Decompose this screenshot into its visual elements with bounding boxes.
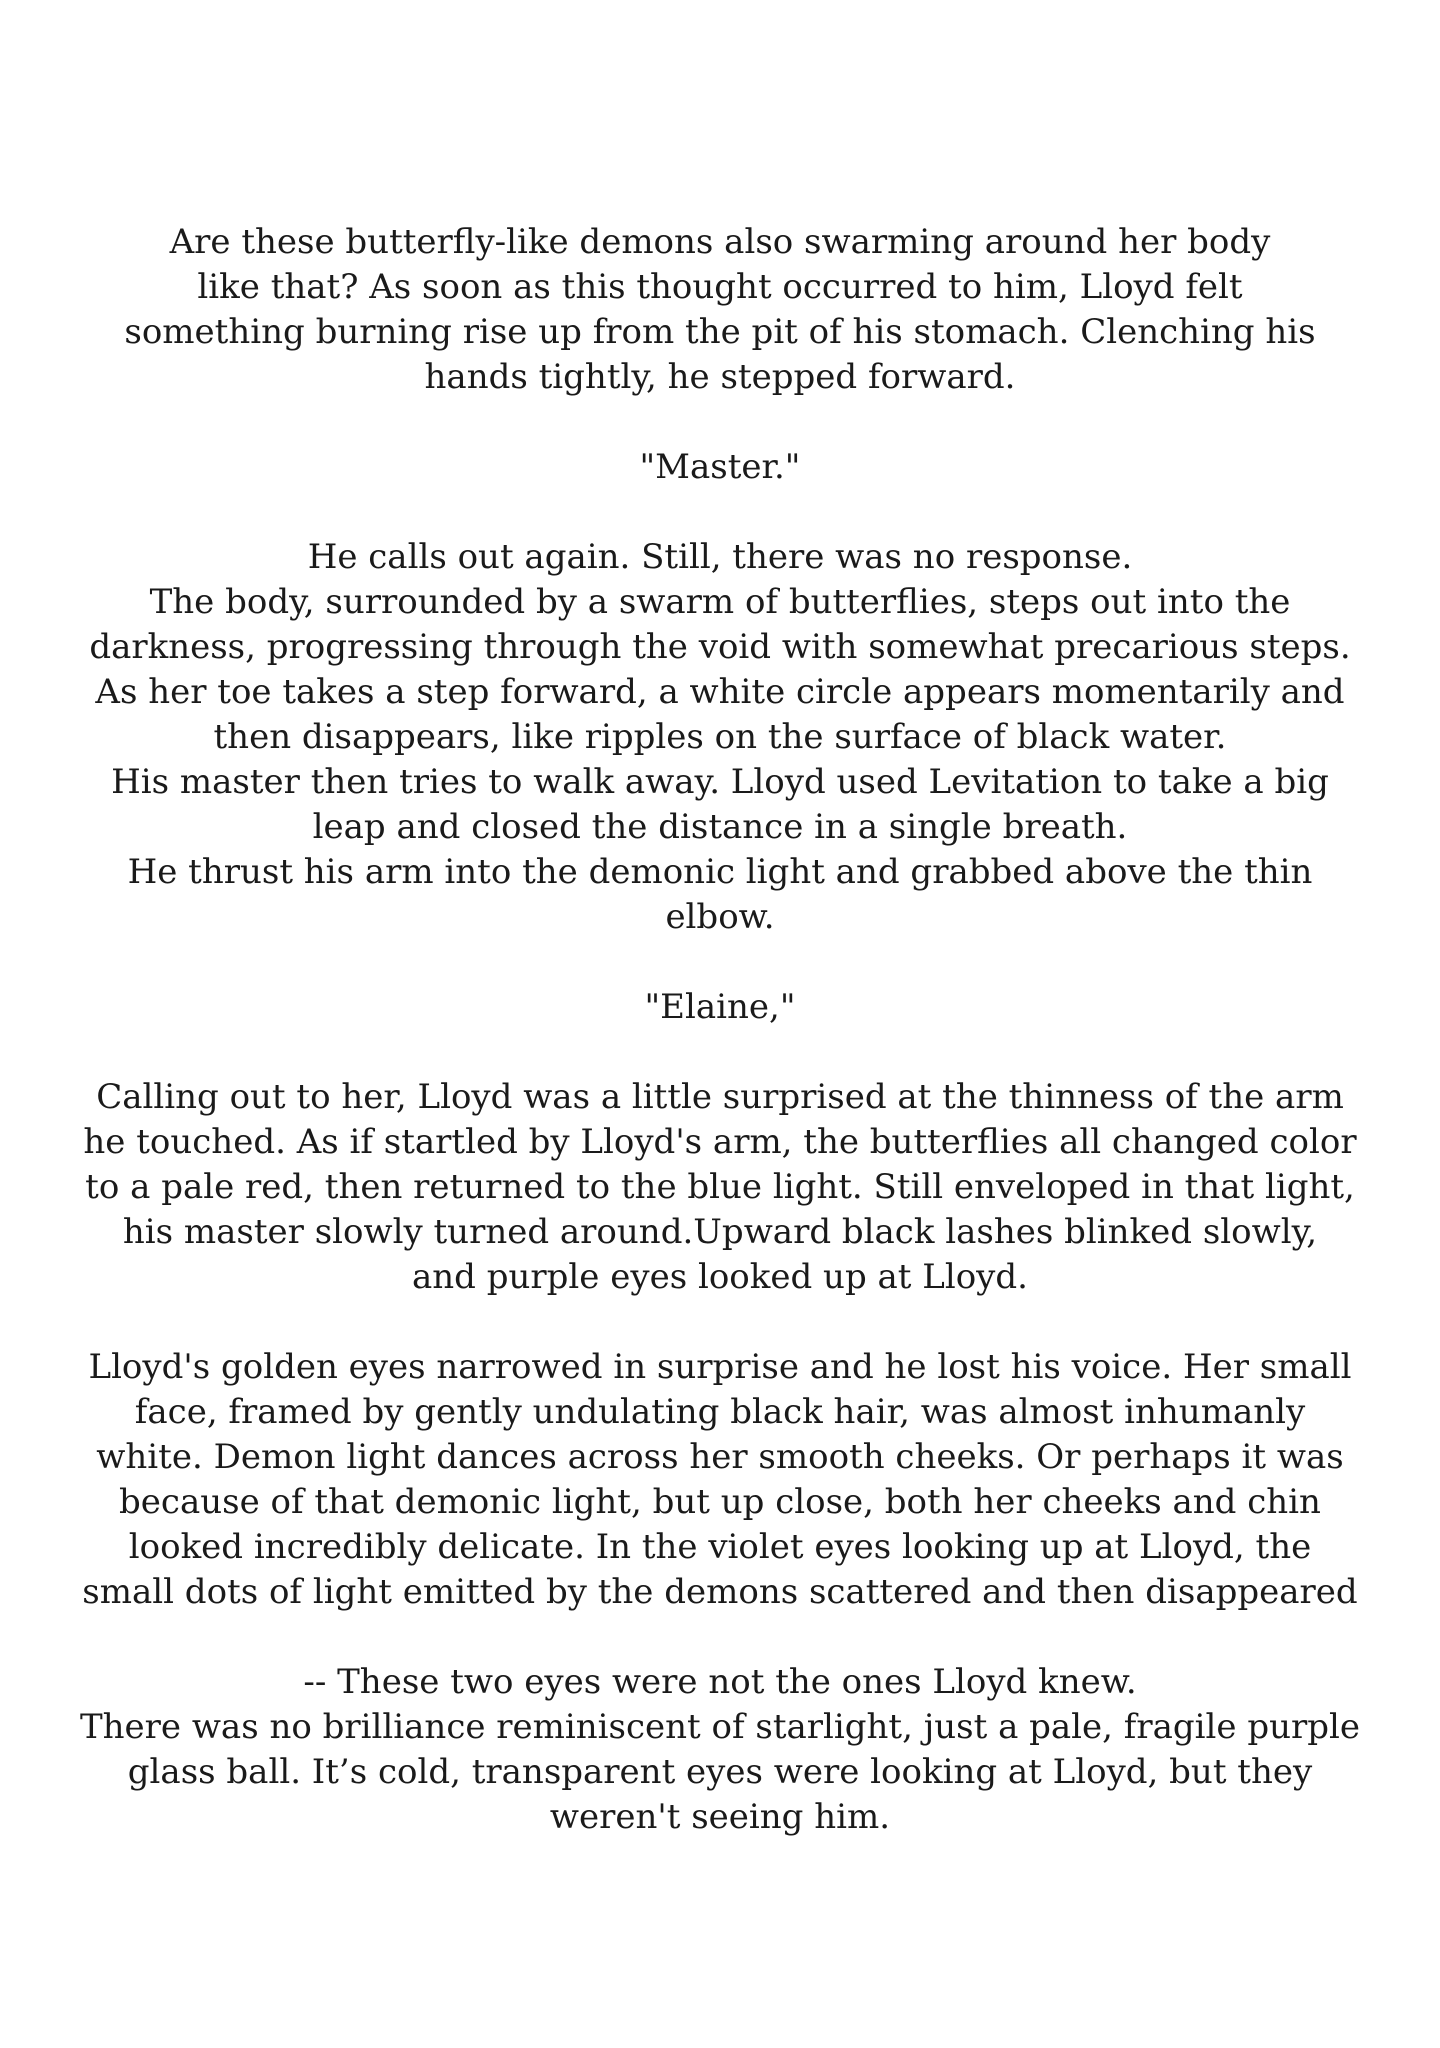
- text-line: small dots of light emitted by the demons scattered and then disappeared: [82, 1572, 1358, 1612]
- text-line: glass ball. It’s cold, transparent eyes were looking at Lloyd, but they: [127, 1752, 1313, 1792]
- dialogue-line: [60, 445, 1380, 490]
- text-line: white. Demon light dances across her smooth cheeks. Or perhaps it was: [96, 1437, 1344, 1477]
- paragraph-gap: [60, 1615, 1380, 1660]
- text-line: then disappears, like ripples on the surface of black water.: [213, 717, 1227, 757]
- text-line: hands tightly, he stepped forward.: [424, 357, 1016, 397]
- paragraph-gap: [60, 1030, 1380, 1075]
- text-line: He thrust his arm into the demonic light and grabbed above the thin: [127, 852, 1313, 892]
- text-line: Lloyd's golden eyes narrowed in surprise and he lost his voice. Her small: [88, 1347, 1352, 1387]
- text-line: face, framed by gently undulating black hair, was almost inhumanly: [134, 1392, 1306, 1432]
- text-line: darkness, progressing through the void with somewhat precarious steps.: [89, 627, 1351, 667]
- text-line: He calls out again. Still, there was no response.: [307, 537, 1133, 577]
- text-line: As her toe takes a step forward, a white circle appears momentarily and: [95, 672, 1345, 712]
- story-text: [60, 220, 1380, 1840]
- text-line: he touched. As if startled by Lloyd's arm, the butterflies all changed color: [83, 1122, 1357, 1162]
- text-line: looked incredibly delicate. In the violet eyes looking up at Lloyd, the: [128, 1527, 1312, 1567]
- text-line: elbow.: [665, 897, 775, 937]
- text-line: There was no brilliance reminiscent of starlight, just a pale, fragile purple: [79, 1707, 1361, 1747]
- text-line: Are these butterfly-like demons also swarming around her body: [169, 222, 1271, 262]
- text-line: his master slowly turned around.Upward black lashes blinked slowly,: [122, 1212, 1318, 1252]
- paragraph: [60, 1075, 1380, 1300]
- paragraph-gap: [60, 1300, 1380, 1345]
- text-line: to a pale red, then returned to the blue light. Still enveloped in that light,: [85, 1167, 1355, 1207]
- text-line: leap and closed the distance in a single breath.: [312, 807, 1128, 847]
- text-line: something burning rise up from the pit of his stomach. Clenching his: [124, 312, 1316, 352]
- text-line: "Elaine,": [644, 987, 796, 1027]
- dialogue-line: [60, 985, 1380, 1030]
- text-line: weren't seeing him.: [549, 1797, 891, 1837]
- text-line: Calling out to her, Lloyd was a little surprised at the thinness of the arm: [96, 1077, 1344, 1117]
- text-line: because of that demonic light, but up close, both her cheeks and chin: [119, 1482, 1321, 1522]
- paragraph-gap: [60, 490, 1380, 535]
- paragraph: [60, 535, 1380, 940]
- paragraph: [60, 1660, 1380, 1840]
- text-line: like that? As soon as this thought occurred to him, Lloyd felt: [197, 267, 1243, 307]
- paragraph-gap: [60, 400, 1380, 445]
- text-line: His master then tries to walk away. Lloyd used Levitation to take a big: [111, 762, 1329, 802]
- paragraph: [60, 220, 1380, 400]
- text-line: -- These two eyes were not the ones Lloyd knew.: [303, 1662, 1137, 1702]
- text-line: "Master.": [639, 447, 801, 487]
- paragraph: [60, 1345, 1380, 1615]
- text-line: and purple eyes looked up at Lloyd.: [412, 1257, 1028, 1297]
- paragraph-gap: [60, 940, 1380, 985]
- text-line: The body, surrounded by a swarm of butterflies, steps out into the: [149, 582, 1291, 622]
